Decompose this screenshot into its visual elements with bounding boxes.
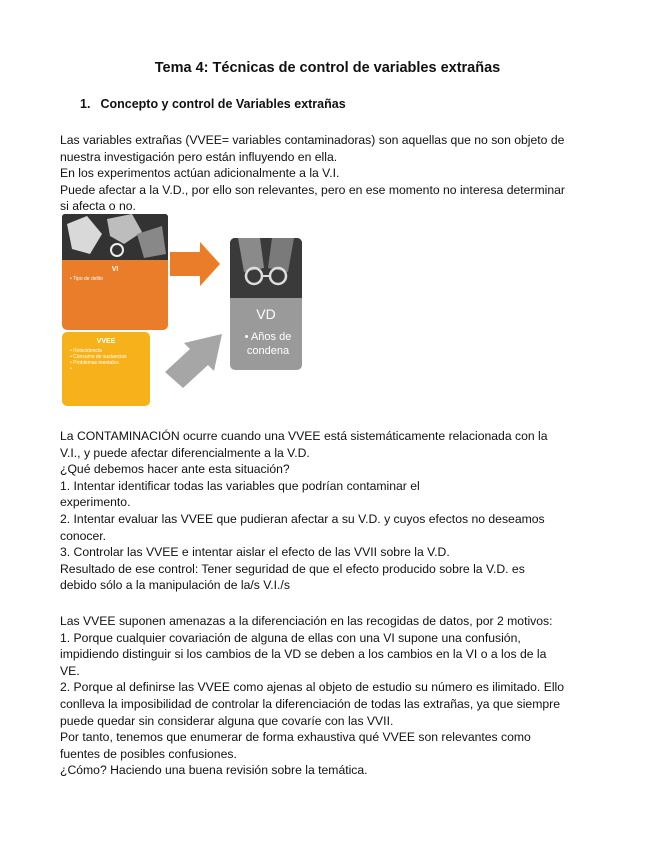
intro-paragraph	[60, 132, 600, 215]
handcuffs-photo	[230, 238, 302, 298]
handcuffs-illustration	[230, 238, 302, 298]
text-line: 2. Porque al definirse las VVEE como ajenas al objeto de estudio su número es ilimitado. Ello	[60, 680, 565, 695]
text-line: En los experimentos actúan adicionalmente a la V.I.	[60, 166, 340, 181]
threats-paragraph	[60, 613, 600, 779]
vd-item: • Años de condena	[244, 331, 292, 357]
vvee-title: VVEE	[96, 338, 116, 345]
section-number: 1.	[80, 97, 91, 111]
text-line: conlleva la imposibilidad de controlar la diferenciación de todas las extrañas, ya que siempre	[60, 696, 560, 711]
text-line: Las VVEE suponen amenazas a la diferenciación en las recogidas de datos, por 2 motivos:	[60, 614, 553, 628]
vi-title: VI	[111, 266, 119, 273]
vi-item: • Tipo de delito	[70, 276, 168, 282]
variables-diagram	[60, 214, 310, 406]
vi-box	[62, 260, 168, 330]
text-line: 2. Intentar evaluar las VVEE que pudieran afectar a su V.D. y cuyos efectos no deseamos	[60, 511, 545, 526]
hands-photo	[62, 214, 168, 260]
text-line: 1. Porque cualquier covariación de alguna de ellas con una VI supone una confusión,	[60, 630, 521, 645]
vvee-item: • Consumo de sustancias	[70, 354, 150, 360]
text-line: fuentes de posibles confusiones.	[60, 746, 237, 761]
text-line: 3. Controlar las VVEE e intentar aislar el efecto de las VVII sobre la V.D.	[60, 545, 450, 560]
vd-item-text: Años de condena	[246, 331, 292, 357]
text-line: conocer.	[60, 528, 107, 543]
text-line: experimento.	[60, 495, 131, 510]
text-line: Resultado de ese control: Tener seguridad de que el efecto producido sobre la V.D. es	[60, 561, 525, 576]
vvee-item	[70, 366, 150, 372]
document-title: Tema 4: Técnicas de control de variables extrañas	[154, 60, 501, 76]
section-heading-text: Concepto y control de Variables extrañas	[100, 97, 346, 111]
vd-title: VD	[256, 306, 276, 322]
text-line: ¿Cómo? Haciendo una buena revisión sobre la temática.	[60, 763, 368, 778]
text-line: Por tanto, tenemos que enumerar de forma exhaustiva qué VVEE son relevantes como	[60, 730, 531, 745]
text-line: VE.	[60, 663, 80, 678]
orange-arrow	[170, 242, 220, 286]
text-line: ¿Qué debemos hacer ante esta situación?	[60, 462, 290, 477]
text-line: impidiendo distinguir si los cambios de la VD se deben a los cambios en la VI o a los de la	[60, 647, 547, 662]
text-line: La CONTAMINACIÓN ocurre cuando una VVEE está sistemáticamente relacionada con la	[60, 429, 548, 443]
text-line: Las variables extrañas (VVEE= variables contaminadoras) son aquellas que no son objeto de	[60, 133, 565, 147]
text-line: 1. Intentar identificar todas las variables que podrían contaminar el	[60, 478, 420, 493]
contamination-paragraph	[60, 428, 600, 594]
hands-illustration	[62, 214, 168, 260]
section-heading	[80, 97, 346, 111]
text-line: si afecta o no.	[60, 199, 136, 214]
vvee-box	[62, 332, 150, 406]
text-line: nuestra investigación pero están influyendo en ella.	[60, 149, 338, 164]
text-line: debido sólo a la manipulación de la/s V.I./s	[60, 578, 290, 593]
text-line: V.I., y puede afectar diferencialmente a la V.D.	[60, 445, 310, 460]
vd-box	[230, 238, 302, 370]
text-line: Puede afectar a la V.D., por ello son relevantes, pero en ese momento no interesa determinar	[60, 182, 565, 197]
vvee-item: • Reincidencia	[70, 348, 150, 354]
text-line: puede quedar sin considerar alguna que covaríe con las VVII.	[60, 713, 394, 728]
gray-arrow	[165, 334, 222, 388]
vvee-item: • Problemas mentales	[70, 360, 150, 366]
